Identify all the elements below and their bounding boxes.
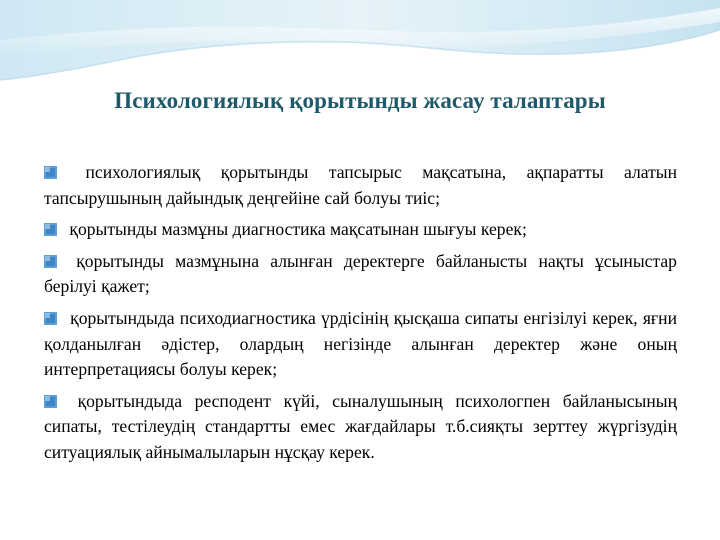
list-item-text: қорытынды мазмұнына алынған деректерге байланысты нақты ұсыныстар берілуі қажет; (44, 250, 677, 297)
slide-title: Психологиялық қорытынды жасау талаптары (114, 88, 606, 113)
list-item (44, 306, 677, 383)
list-item (44, 249, 677, 300)
bullet-list (44, 160, 677, 472)
list-item-text: қорытындыда респодент күйі, сыналушының психологпен байланысының сипаты, тестілеудің стандартты емес жағдайлары т.б.сияқты зерттеу жүргізудің ситуациялық айнымалыларын нұсқау керек. (44, 390, 677, 462)
square-bullet-icon (44, 255, 57, 268)
square-bullet-icon (44, 395, 57, 408)
square-bullet-icon (44, 223, 57, 236)
list-item (44, 160, 677, 211)
list-item-text: қорытындыда психодиагностика үрдісінің қысқаша сипаты енгізілуі керек, яғни қолданылған әдістер, олардың негізінде алынған деректер және оның интерпретациясы болуы керек; (44, 307, 677, 380)
square-bullet-icon (44, 166, 57, 179)
list-item (44, 217, 677, 243)
list-item (44, 389, 677, 466)
list-item-text: қорытынды мазмұны диагностика мақсатынан шығуы керек; (69, 219, 527, 240)
list-item-text: психологиялық қорытынды тапсырыс мақсатына, ақпаратты алатын тапсырушының дайындық деңгейіне сай болуы тиіс; (44, 162, 677, 208)
square-bullet-icon (44, 312, 57, 325)
